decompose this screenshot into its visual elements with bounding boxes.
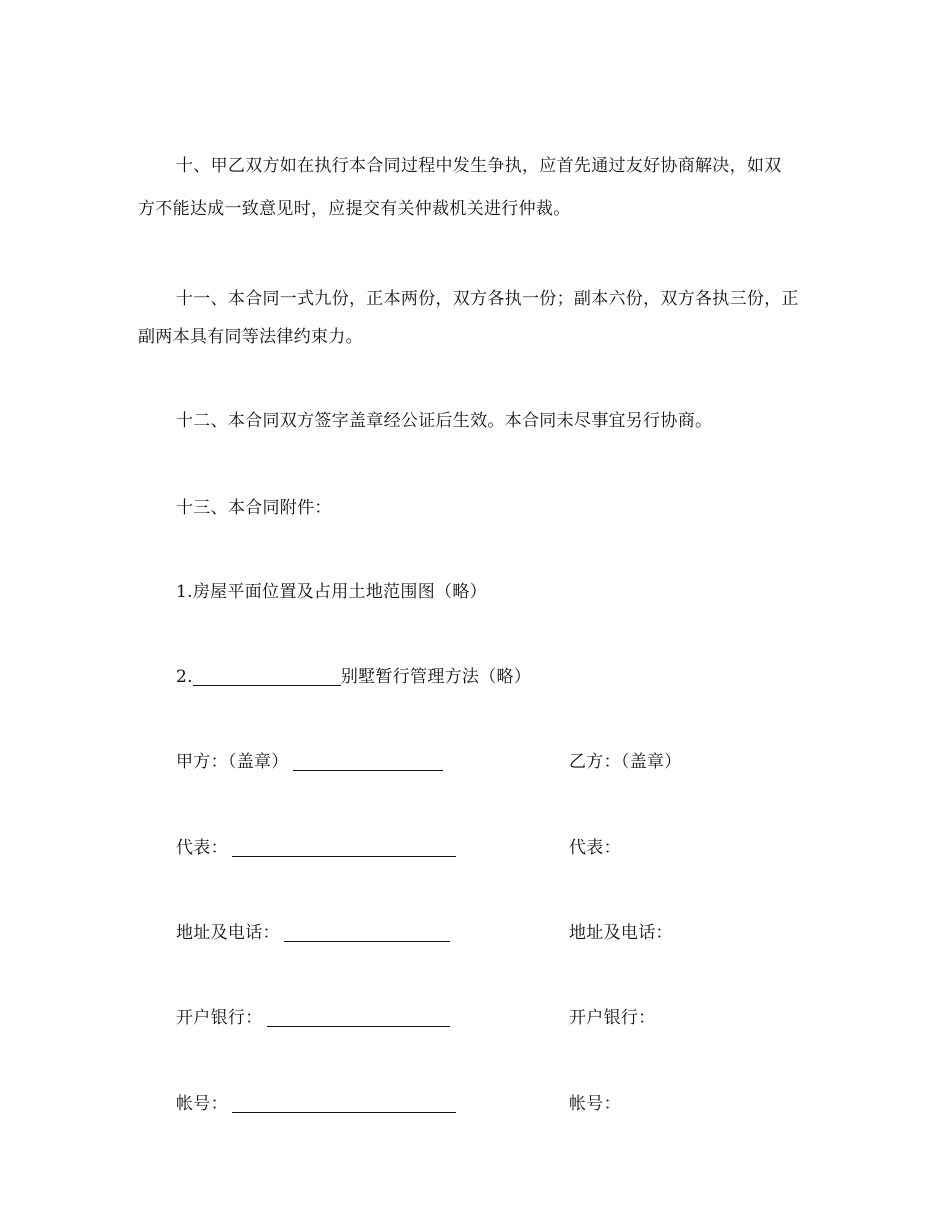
party-a-address-phone-label: 地址及电话：: [176, 923, 280, 943]
party-b-seal-label: 乙方：（盖章）: [569, 752, 682, 772]
attachment-2-prefix: 2.: [176, 667, 193, 687]
party-a-representative-label: 代表：: [176, 838, 228, 858]
party-a-account-row: [176, 1093, 456, 1115]
party-a-bank-label: 开户银行：: [176, 1008, 263, 1028]
clause-11-line-2: 副两本具有同等法律约束力。: [138, 327, 363, 347]
party-a-address-phone-row: [176, 922, 450, 944]
party-b-representative-label: 代表：: [569, 838, 621, 858]
party-b-bank-label: 开户银行：: [569, 1008, 656, 1028]
party-a-seal-row: [176, 751, 443, 773]
party-b-account-label: 帐号：: [569, 1094, 621, 1114]
attachment-2-blank-field[interactable]: [193, 667, 341, 686]
party-a-seal-label: 甲方：（盖章）: [176, 752, 289, 772]
attachment-2-text: 别墅暂行管理方法（略）: [340, 667, 532, 687]
party-a-seal-field[interactable]: [293, 752, 443, 771]
party-b-address-phone-label: 地址及电话：: [569, 923, 673, 943]
party-a-representative-field[interactable]: [232, 838, 456, 857]
party-a-bank-row: [176, 1007, 450, 1029]
clause-10-line-1: 十、甲乙双方如在执行本合同过程中发生争执，应首先通过友好协商解决，如双: [176, 156, 782, 176]
attachment-1: [176, 581, 487, 603]
clause-11-line-1: 十一、本合同一式九份，正本两份，双方各执一份；副本六份，双方各执三份，正: [176, 289, 799, 309]
attachment-1-prefix: 1.: [176, 582, 193, 602]
party-a-bank-field[interactable]: [267, 1008, 450, 1027]
attachment-2: [176, 666, 531, 688]
party-a-address-phone-field[interactable]: [284, 923, 450, 942]
clause-12: 十二、本合同双方签字盖章经公证后生效。本合同未尽事宜另行协商。: [176, 411, 713, 431]
party-a-representative-row: [176, 837, 456, 859]
attachment-1-text: 房屋平面位置及占用土地范围图（略）: [192, 582, 487, 602]
party-a-account-field[interactable]: [232, 1094, 456, 1113]
clause-13: 十三、本合同附件：: [176, 498, 332, 518]
party-a-account-label: 帐号：: [176, 1094, 228, 1114]
clause-10-line-2: 方不能达成一致意见时，应提交有关仲裁机关进行仲裁。: [138, 199, 571, 219]
